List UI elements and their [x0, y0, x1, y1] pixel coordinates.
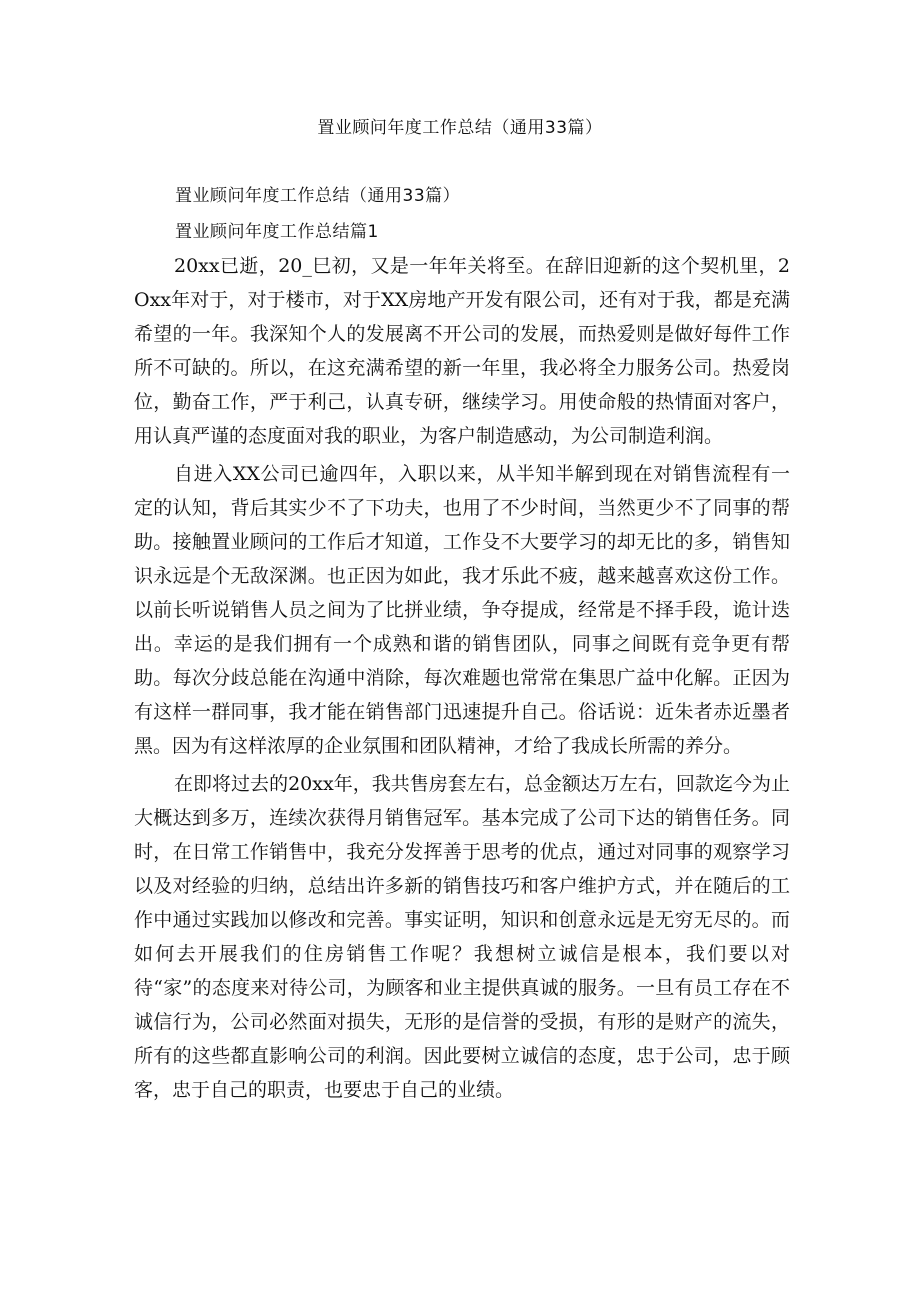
document-subtitle: 置业顾问年度工作总结（通用33篇） — [175, 186, 461, 206]
paragraph-3: 在即将过去的20xx年，我共售房套左右，总金额达万左右，回款迄今为止大概达到多万，连续次获得月销售冠军。基本完成了公司下达的销售任务。同时，在日常工作销售中，我充分发挥善于思考的优点，通过对同事的观察学习以及对经验的归纳，总结出许多新的销售技巧和客户维护方式，并在随后的工作中通过实践加以修改和完善。事实证明，知识和创意永远是无穷无尽的。而如何去开展我们的住房销售工作呢？我想树立诚信是根本，我们要以对待“家”的态度来对待公司，为顾客和业主提供真诚的服务。一旦有员工存在不诚信行为，公司必然面对损失，无形的是信誉的受损，有形的是财产的流失，所有的这些都直影响公司的利润。因此要树立诚信的态度，忠于公司，忠于顾客，忠于自己的职责，也要忠于自己的业绩。 — [134, 773, 790, 1101]
document-title: 置业顾问年度工作总结（通用33篇） — [317, 118, 603, 138]
paragraph-1: 20xx已逝，20_巳初，又是一年年关将至。在辞旧迎新的这个契机里，2Oxx年对于，对于楼市，对于XX房地产开发有限公司，还有对于我，都是充满希望的一年。我深知个人的发展离不开公司的发展，而热爱则是做好每件工作所不可缺的。所以，在这充满希望的新一年里，我必将全力服务公司。热爱岗位，勤奋工作，严于利己，认真专研，继续学习。用使命般的热情面对客户，用认真严谨的态度面对我的职业，为客户制造感动，为公司制造利润。 — [134, 255, 790, 447]
section-heading: 置业顾问年度工作总结篇1 — [175, 222, 379, 242]
paragraph-2: 自进入XX公司已逾四年，入职以来，从半知半解到现在对销售流程有一定的认知，背后其实少不了下功夫，也用了不少时间，当然更少不了同事的帮助。接触置业顾问的工作后才知道，工作殳不大要学习的却无比的多，销售知识永远是个无敌深渊。也正因为如此，我才乐此不疲，越来越喜欢这份工作。以前长听说销售人员之间为了比拼业绩，争夺提成，经常是不择手段，诡计迭出。幸运的是我们拥有一个成熟和谐的销售团队，同事之间既有竞争更有帮助。每次分歧总能在沟通中消除，每次难题也常常在集思广益中化解。正因为有这样一群同事，我才能在销售部门迅速提升自己。俗话说：近朱者赤近墨者黑。因为有这样浓厚的企业氛围和团队精神，才给了我成长所需的养分。 — [134, 463, 790, 757]
body-text — [134, 249, 790, 1111]
